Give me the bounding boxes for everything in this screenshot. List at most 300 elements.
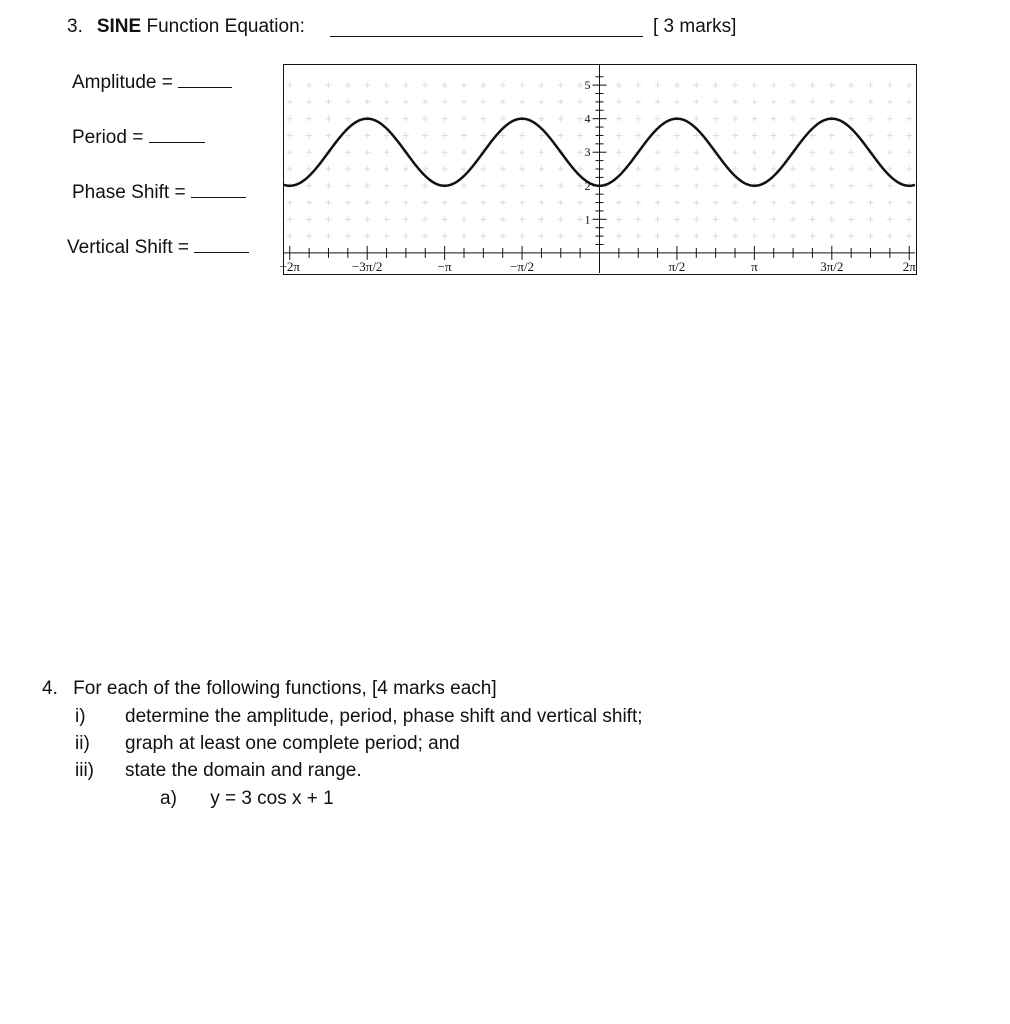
y-tick-label: 5	[584, 78, 591, 93]
grid-cross	[422, 99, 428, 105]
grid-cross	[403, 183, 409, 189]
grid-cross	[809, 233, 815, 239]
grid-cross	[616, 183, 622, 189]
phase-shift-label: Phase Shift =	[72, 182, 186, 203]
sine-graph	[279, 64, 917, 275]
grid-cross	[345, 149, 351, 155]
grid-cross	[616, 82, 622, 88]
grid-cross	[616, 166, 622, 172]
vertical-shift-label: Vertical Shift =	[67, 237, 189, 258]
grid-cross	[384, 132, 390, 138]
y-tick-label: 1	[584, 212, 591, 227]
grid-cross	[422, 166, 428, 172]
question-3-title: Function Equation:	[146, 16, 305, 37]
grid-cross	[635, 200, 641, 206]
grid-cross	[345, 82, 351, 88]
question-3-title-bold: SINE	[96, 16, 142, 37]
grid-cross	[635, 216, 641, 222]
grid-cross	[480, 166, 486, 172]
grid-cross	[500, 233, 506, 239]
x-tick-label: π	[751, 258, 758, 274]
grid-cross	[519, 166, 525, 172]
grid-cross	[287, 116, 293, 122]
grid-cross	[674, 132, 680, 138]
grid-cross	[442, 216, 448, 222]
grid-cross	[480, 216, 486, 222]
grid-cross	[384, 116, 390, 122]
grid-cross	[442, 132, 448, 138]
grid-cross	[442, 233, 448, 239]
vertical-shift-answer-line[interactable]	[194, 252, 249, 253]
grid-cross	[461, 116, 467, 122]
grid-cross	[809, 183, 815, 189]
grid-cross	[616, 99, 622, 105]
grid-cross	[422, 82, 428, 88]
grid-cross	[674, 233, 680, 239]
list-item-text: state the domain and range.	[125, 760, 362, 781]
grid-cross	[848, 82, 854, 88]
grid-cross	[674, 82, 680, 88]
grid-cross	[558, 82, 564, 88]
grid-cross	[422, 200, 428, 206]
grid-cross	[384, 99, 390, 105]
grid-cross	[693, 200, 699, 206]
grid-cross	[345, 166, 351, 172]
grid-cross	[887, 82, 893, 88]
x-tick-label: −π/2	[510, 258, 535, 274]
grid-cross	[655, 200, 661, 206]
grid-cross	[538, 166, 544, 172]
grid-cross	[558, 132, 564, 138]
grid-cross	[500, 166, 506, 172]
grid-cross	[325, 166, 331, 172]
grid-cross	[732, 233, 738, 239]
amplitude-label: Amplitude =	[72, 72, 173, 93]
grid-cross	[519, 183, 525, 189]
y-tick-label: 3	[584, 145, 591, 160]
grid-cross	[500, 216, 506, 222]
grid-cross	[500, 116, 506, 122]
grid-cross	[809, 99, 815, 105]
grid-cross	[345, 183, 351, 189]
grid-cross	[693, 149, 699, 155]
vertical-shift-field	[67, 237, 249, 259]
grid-cross	[345, 233, 351, 239]
grid-cross	[751, 200, 757, 206]
grid-cross	[287, 149, 293, 155]
grid-cross	[306, 233, 312, 239]
question-3-marks: [ 3 marks]	[653, 16, 737, 37]
grid-cross	[868, 166, 874, 172]
grid-cross	[790, 166, 796, 172]
grid-cross	[809, 132, 815, 138]
grid-cross	[887, 183, 893, 189]
grid-cross	[790, 132, 796, 138]
grid-cross	[287, 82, 293, 88]
grid-cross	[713, 116, 719, 122]
grid-cross	[732, 216, 738, 222]
grid-cross	[519, 233, 525, 239]
grid-cross	[887, 116, 893, 122]
grid-cross	[732, 99, 738, 105]
grid-cross	[384, 82, 390, 88]
phase-shift-answer-line[interactable]	[191, 197, 246, 198]
grid-cross	[790, 82, 796, 88]
grid-cross	[384, 216, 390, 222]
part-a-equation: y = 3 cos x + 1	[210, 788, 334, 809]
grid-cross	[306, 99, 312, 105]
grid-cross	[558, 99, 564, 105]
grid-cross	[674, 200, 680, 206]
grid-cross	[674, 149, 680, 155]
grid-cross	[500, 200, 506, 206]
grid-cross	[635, 82, 641, 88]
equation-answer-line[interactable]	[330, 36, 643, 37]
grid-cross	[442, 99, 448, 105]
grid-cross	[577, 233, 583, 239]
grid-cross	[713, 82, 719, 88]
grid-cross	[906, 166, 912, 172]
x-tick-label: −2π	[279, 258, 300, 274]
grid-cross	[655, 183, 661, 189]
grid-cross	[403, 233, 409, 239]
grid-cross	[616, 132, 622, 138]
grid-cross	[868, 99, 874, 105]
grid-cross	[771, 82, 777, 88]
grid-cross	[751, 99, 757, 105]
grid-cross	[693, 116, 699, 122]
grid-cross	[751, 233, 757, 239]
grid-cross	[538, 116, 544, 122]
grid-cross	[887, 149, 893, 155]
grid-cross	[848, 116, 854, 122]
grid-cross	[364, 216, 370, 222]
grid-cross	[713, 166, 719, 172]
grid-cross	[829, 166, 835, 172]
grid-cross	[751, 82, 757, 88]
grid-cross	[790, 183, 796, 189]
grid-cross	[829, 149, 835, 155]
list-item-numeral: ii)	[75, 733, 90, 754]
grid-cross	[422, 216, 428, 222]
grid-cross	[577, 82, 583, 88]
sine-graph-svg	[279, 65, 916, 274]
x-tick-label: 3π/2	[820, 258, 844, 274]
grid-cross	[713, 233, 719, 239]
grid-cross	[306, 82, 312, 88]
grid-cross	[674, 183, 680, 189]
grid-cross	[500, 149, 506, 155]
grid-cross	[616, 200, 622, 206]
grid-cross	[538, 132, 544, 138]
grid-cross	[887, 132, 893, 138]
grid-cross	[848, 132, 854, 138]
grid-cross	[480, 82, 486, 88]
grid-cross	[868, 82, 874, 88]
grid-cross	[809, 216, 815, 222]
grid-cross	[461, 166, 467, 172]
grid-cross	[693, 99, 699, 105]
grid-cross	[713, 132, 719, 138]
grid-cross	[848, 216, 854, 222]
grid-cross	[809, 116, 815, 122]
grid-cross	[751, 166, 757, 172]
grid-cross	[558, 200, 564, 206]
grid-cross	[655, 166, 661, 172]
grid-cross	[771, 166, 777, 172]
grid-cross	[693, 183, 699, 189]
grid-cross	[848, 233, 854, 239]
grid-cross	[403, 216, 409, 222]
grid-cross	[732, 82, 738, 88]
grid-cross	[422, 116, 428, 122]
grid-cross	[287, 200, 293, 206]
period-answer-line[interactable]	[149, 142, 205, 143]
question-4-number: 4.	[42, 678, 58, 699]
grid-cross	[693, 216, 699, 222]
grid-cross	[655, 216, 661, 222]
grid-cross	[538, 82, 544, 88]
grid-cross	[384, 149, 390, 155]
grid-cross	[384, 166, 390, 172]
grid-cross	[906, 200, 912, 206]
grid-cross	[325, 200, 331, 206]
grid-cross	[364, 149, 370, 155]
grid-cross	[751, 149, 757, 155]
grid-cross	[461, 82, 467, 88]
grid-cross	[480, 233, 486, 239]
x-tick-label: −3π/2	[351, 258, 383, 274]
grid-cross	[287, 166, 293, 172]
grid-cross	[364, 99, 370, 105]
grid-cross	[538, 99, 544, 105]
grid-cross	[325, 116, 331, 122]
grid-cross	[538, 200, 544, 206]
grid-cross	[906, 99, 912, 105]
grid-cross	[287, 132, 293, 138]
grid-cross	[751, 116, 757, 122]
grid-cross	[480, 132, 486, 138]
grid-cross	[364, 233, 370, 239]
grid-cross	[403, 200, 409, 206]
grid-cross	[442, 166, 448, 172]
question-4-list	[75, 706, 775, 796]
grid-cross	[577, 116, 583, 122]
grid-cross	[906, 82, 912, 88]
grid-cross	[809, 200, 815, 206]
grid-cross	[732, 132, 738, 138]
grid-cross	[345, 200, 351, 206]
grid-cross	[384, 183, 390, 189]
grid-cross	[868, 216, 874, 222]
grid-cross	[635, 233, 641, 239]
grid-cross	[577, 183, 583, 189]
grid-cross	[616, 149, 622, 155]
grid-cross	[558, 216, 564, 222]
grid-cross	[868, 116, 874, 122]
grid-cross	[325, 183, 331, 189]
grid-cross	[403, 132, 409, 138]
grid-cross	[655, 116, 661, 122]
grid-cross	[771, 183, 777, 189]
grid-cross	[325, 132, 331, 138]
phase-shift-field	[72, 182, 246, 204]
question-4-intro: For each of the following functions, [4 marks each]	[73, 678, 497, 699]
grid-cross	[655, 233, 661, 239]
grid-cross	[364, 82, 370, 88]
grid-cross	[519, 99, 525, 105]
grid-cross	[848, 183, 854, 189]
grid-cross	[287, 233, 293, 239]
grid-cross	[732, 183, 738, 189]
grid-cross	[538, 233, 544, 239]
grid-cross	[345, 132, 351, 138]
grid-cross	[577, 166, 583, 172]
grid-cross	[848, 149, 854, 155]
grid-cross	[287, 216, 293, 222]
grid-cross	[519, 200, 525, 206]
grid-cross	[829, 216, 835, 222]
grid-cross	[325, 233, 331, 239]
grid-cross	[384, 200, 390, 206]
grid-cross	[306, 200, 312, 206]
grid-cross	[771, 132, 777, 138]
grid-cross	[480, 200, 486, 206]
x-tick-label: 2π	[902, 258, 916, 274]
grid-cross	[829, 132, 835, 138]
question-3-heading	[67, 16, 305, 38]
grid-cross	[674, 99, 680, 105]
grid-cross	[461, 200, 467, 206]
question-4-heading	[42, 678, 497, 700]
grid-cross	[906, 233, 912, 239]
grid-cross	[500, 132, 506, 138]
list-item-numeral: iii)	[75, 760, 94, 781]
grid-cross	[848, 99, 854, 105]
grid-cross	[790, 200, 796, 206]
list-item-numeral: i)	[75, 706, 86, 727]
grid-cross	[713, 216, 719, 222]
grid-cross	[635, 132, 641, 138]
grid-cross	[732, 166, 738, 172]
grid-cross	[403, 82, 409, 88]
grid-cross	[577, 132, 583, 138]
grid-cross	[577, 216, 583, 222]
grid-cross	[461, 132, 467, 138]
grid-cross	[403, 99, 409, 105]
grid-cross	[500, 82, 506, 88]
grid-cross	[868, 200, 874, 206]
grid-cross	[500, 183, 506, 189]
grid-cross	[693, 82, 699, 88]
grid-cross	[887, 216, 893, 222]
part-a-label: a)	[160, 788, 177, 809]
grid-cross	[771, 149, 777, 155]
grid-cross	[364, 132, 370, 138]
grid-cross	[887, 233, 893, 239]
grid-cross	[480, 183, 486, 189]
grid-cross	[848, 200, 854, 206]
grid-cross	[790, 116, 796, 122]
grid-cross	[403, 116, 409, 122]
grid-cross	[751, 216, 757, 222]
grid-cross	[693, 132, 699, 138]
grid-cross	[674, 166, 680, 172]
grid-cross	[809, 166, 815, 172]
grid-cross	[887, 99, 893, 105]
grid-cross	[442, 200, 448, 206]
grid-cross	[558, 183, 564, 189]
grid-cross	[771, 216, 777, 222]
grid-cross	[306, 166, 312, 172]
grid-cross	[364, 166, 370, 172]
grid-cross	[732, 116, 738, 122]
list-item-text: graph at least one complete period; and	[125, 733, 460, 754]
grid-cross	[384, 233, 390, 239]
grid-cross	[345, 216, 351, 222]
grid-cross	[790, 216, 796, 222]
grid-cross	[771, 116, 777, 122]
grid-cross	[732, 200, 738, 206]
grid-cross	[519, 132, 525, 138]
grid-cross	[809, 149, 815, 155]
grid-cross	[422, 233, 428, 239]
grid-cross	[906, 149, 912, 155]
grid-cross	[422, 149, 428, 155]
grid-cross	[461, 233, 467, 239]
grid-cross	[306, 132, 312, 138]
grid-cross	[538, 183, 544, 189]
list-item-text: determine the amplitude, period, phase shift and vertical shift;	[125, 706, 643, 727]
grid-cross	[635, 116, 641, 122]
question-3-number: 3.	[67, 16, 83, 37]
x-tick-label: −π	[437, 258, 452, 274]
amplitude-field	[72, 72, 232, 94]
period-label: Period =	[72, 127, 144, 148]
grid-cross	[829, 82, 835, 88]
grid-cross	[790, 233, 796, 239]
period-field	[72, 127, 205, 149]
grid-cross	[616, 216, 622, 222]
grid-cross	[538, 216, 544, 222]
grid-cross	[693, 233, 699, 239]
grid-cross	[325, 99, 331, 105]
grid-cross	[809, 82, 815, 88]
grid-cross	[287, 99, 293, 105]
grid-cross	[713, 99, 719, 105]
grid-cross	[500, 99, 506, 105]
grid-cross	[713, 183, 719, 189]
grid-cross	[461, 99, 467, 105]
grid-cross	[577, 99, 583, 105]
grid-cross	[577, 200, 583, 206]
grid-cross	[906, 116, 912, 122]
grid-cross	[713, 200, 719, 206]
y-tick-label: 2	[584, 178, 591, 193]
grid-cross	[403, 166, 409, 172]
grid-cross	[306, 116, 312, 122]
amplitude-answer-line[interactable]	[178, 87, 232, 88]
grid-cross	[868, 233, 874, 239]
grid-cross	[635, 166, 641, 172]
grid-cross	[635, 99, 641, 105]
grid-cross	[655, 82, 661, 88]
grid-cross	[306, 216, 312, 222]
grid-cross	[887, 166, 893, 172]
grid-cross	[829, 200, 835, 206]
grid-cross	[345, 99, 351, 105]
grid-cross	[655, 149, 661, 155]
